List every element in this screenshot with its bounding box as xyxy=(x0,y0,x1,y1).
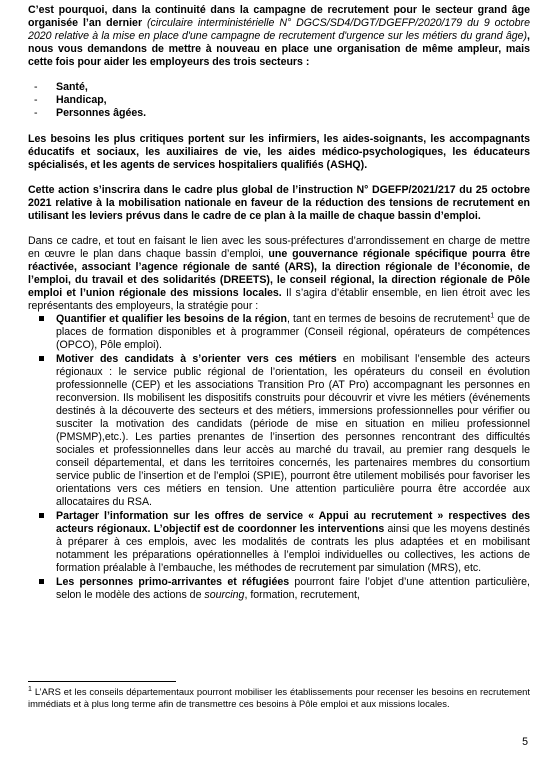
bullet-text: en mobilisant l’ensemble des acteurs régionaux : le service public régional de l’orientation, les opérateurs du conseil en évolution professionnelle (CEP) et les associations Transition Pro (AT Pro) accompagnant les personnes en reconversion. Ils mobilisent les dispositifs construits pour découvrir et vivre les métiers (événements destinés à la découverte des secteurs et des métiers, immersions professionnelles pour vérifier ou susciter la motivation des candidats (période de mise en situation en milieu professionnel (PMSMP),etc.). Les parties prenantes de l’insertion des personnes rencontrant des difficultés sociales et professionnelles dans leur accès au marché du travail, au premier rang desquels le conseil départemental, et dans les territoires concernés, les partenaires membres du consortium service public de l’insertion et de l’emploi (SPIE), pourront être utilement mobilisés pour favoriser les orientations vers ces métiers en tension. Une attention particulière pourra être accordée aux allocataires du RSA. xyxy=(56,353,531,508)
paragraph-governance xyxy=(28,235,530,313)
square-bullet-icon xyxy=(39,356,44,361)
square-bullet-icon xyxy=(39,579,44,584)
bullet-italic: sourcing xyxy=(204,589,245,601)
bullet-bold: Quantifier et qualifier les besoins de la région xyxy=(56,313,287,325)
critical-needs-text: Les besoins les plus critiques portent sur les infirmiers, les aides-soignants, les accompagnants éducatifs et sociaux, les auxiliaires de vie, les aides médico-psychologiques, les éducateurs spécialisés, et les agents de services hospitaliers qualifiés (ASHQ). xyxy=(28,133,530,171)
bullet-text: ainsi que les moyens destinés à préparer à ces emplois, avec les modalités de contrats les plus adaptées et en mobilisant notamment les préparations opérationnelles à l’emploi individuelles ou collectives, les actions de formation préalable à l’embauche, les méthodes de recrutement par simulation (MRS), etc. xyxy=(56,523,530,574)
governance-intro: Dans ce cadre, et tout en faisant le lien avec les sous-préfectures d’arrondissement en charge de mettre en œuvre le plan dans chaque bassin d’emploi, xyxy=(28,235,530,260)
footnote-ref[interactable]: 1 xyxy=(490,312,495,320)
footnote-text: L’ARS et les conseils départementaux pourront mobiliser les établissements pour recenser les besoins en recrutement immédiats et à plus long terme afin de transmettre ces besoins à Pôle emploi et aux missions locales. xyxy=(28,686,530,709)
bullet-text: , formation, recrutement, xyxy=(244,589,360,601)
instruction-text: Cette action s’inscrira dans le cadre plus global de l’instruction N° DGEFP/2021/217 du 25 octobre 2021 relative à la mobilisation nationale en faveur de la réduction des tensions de recrutement en utilisant les leviers prévus dans le cadre de ce plan à la maille de chaque bassin d’emploi. xyxy=(28,184,530,222)
bullet-text: que de places de formation disponibles et à programmer (Conseil régional, opérateurs de compétences (OPCO), Pôle emploi). xyxy=(56,313,530,351)
intro-bold-a: C’est pourquoi, dans la continuité dans la campagne de recrutement pour le secteur grand âge organisée l’an dernier xyxy=(28,4,530,29)
list-item: - Handicap, xyxy=(28,94,530,107)
list-item: - Santé, xyxy=(28,81,530,94)
bullet-bold: Les personnes primo-arrivantes et réfugiées xyxy=(56,576,290,588)
paragraph-instruction xyxy=(28,184,530,223)
list-item xyxy=(28,576,530,602)
square-bullet-icon xyxy=(39,316,44,321)
footnote xyxy=(28,686,530,709)
circular-reference: (circulaire interministérielle N° DGCS/SD4/DGT/DGEFP/2020/179 du 9 octobre 2020 relative à la mise en place d'une campagne de recrutement d'urgence sur les métiers du grand âge) xyxy=(28,17,530,42)
square-bullet-icon xyxy=(39,513,44,518)
bullet-bold: Motiver des candidats à s’orienter vers ces métiers xyxy=(56,353,337,365)
bullet-text: pourront faire l’objet d’une attention particulière, selon le modèle des actions de xyxy=(56,576,530,601)
paragraph-critical-needs xyxy=(28,133,530,172)
footnote-divider xyxy=(28,681,176,682)
list-item xyxy=(28,313,530,352)
bullet-bold: Partager l’information sur les offres de service « Appui au recrutement » respectives des acteurs régionaux. L’objectif est de coordonner les interventions xyxy=(56,510,530,535)
page-number: 5 xyxy=(522,736,528,748)
paragraph-intro xyxy=(28,4,530,69)
strategy-list xyxy=(28,313,530,602)
bullet-text: , tant en termes de besoins de recrutement xyxy=(286,313,491,325)
page-body xyxy=(28,4,530,603)
list-item xyxy=(28,353,530,509)
list-item xyxy=(28,510,530,575)
sectors-list xyxy=(28,81,530,120)
intro-bold-c: , nous vous demandons de mettre à nouveau en place une organisation de même ampleur, mais cette fois pour aider les employeurs des trois secteurs : xyxy=(28,30,530,68)
list-item: - Personnes âgées. xyxy=(28,107,530,120)
footnote-marker: 1 xyxy=(28,685,32,693)
governance-outro: Il s’agira d’établir ensemble, en lien étroit avec les représentants des employeurs, la stratégie pour : xyxy=(28,287,531,312)
governance-bold: une gouvernance régionale spécifique pourra être réactivée, associant l’agence régionale de santé (ARS), la direction régionale de l’économie, de l’emploi, du travail et des solidarités (DREETS), le conseil régional, la direction régionale de Pôle emploi et l’union régionale des missions locales. xyxy=(28,248,530,299)
